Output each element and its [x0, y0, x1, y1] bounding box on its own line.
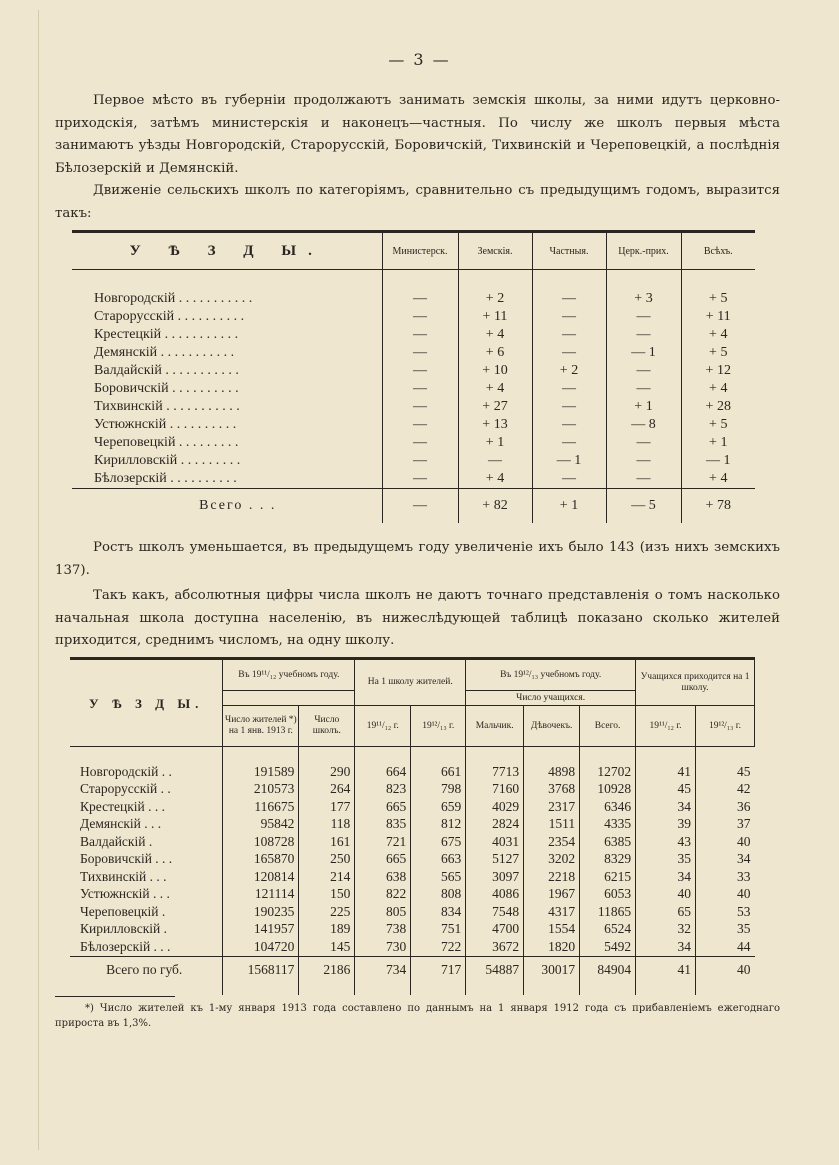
- cell: 2354: [524, 833, 580, 851]
- total-row: [70, 956, 755, 983]
- cell: + 6: [458, 344, 532, 362]
- total-cell: 1568117: [223, 956, 299, 983]
- table-row: [70, 921, 755, 939]
- cell: + 5: [681, 416, 755, 434]
- cell: 145: [299, 938, 355, 956]
- cell: 805: [355, 903, 411, 921]
- table-row: [72, 452, 755, 470]
- header-col-2: Земскія.: [458, 232, 532, 270]
- cell: 10928: [580, 781, 636, 799]
- cell: + 4: [681, 470, 755, 489]
- table-row: [72, 434, 755, 452]
- cell: 34: [696, 851, 755, 869]
- cell: 6385: [580, 833, 636, 851]
- row-name: Новгородскій . . . . . . . . . . .: [94, 291, 253, 306]
- cell: + 1: [458, 434, 532, 452]
- total-row: [72, 489, 755, 524]
- cell: —: [382, 344, 458, 362]
- cell: — 8: [606, 416, 681, 434]
- row-name: Устюжнскій . . . . . . . . . .: [94, 417, 237, 432]
- cell: 36: [696, 798, 755, 816]
- header-group-4: Учащихся приходится на 1 школу.: [636, 659, 755, 706]
- page-number: — 3 —: [388, 50, 451, 69]
- table-row: [70, 781, 755, 799]
- table-row: [70, 868, 755, 886]
- cell: 823: [355, 781, 411, 799]
- row-name: Демянскій . . .: [80, 816, 162, 832]
- table-row: [70, 886, 755, 904]
- table-row: [70, 816, 755, 834]
- header-boys: Мальчик.: [466, 706, 524, 747]
- cell: 40: [696, 886, 755, 904]
- cell: —: [382, 362, 458, 380]
- row-name: Череповецкій .: [80, 903, 166, 919]
- cell: 116675: [223, 798, 299, 816]
- cell: 210573: [223, 781, 299, 799]
- total-cell: 54887: [466, 956, 524, 983]
- cell: —: [606, 380, 681, 398]
- total-label: Всего по губ.: [70, 956, 223, 983]
- cell: 6053: [580, 886, 636, 904]
- total-cell: — 5: [606, 489, 681, 524]
- cell: 150: [299, 886, 355, 904]
- cell: 177: [299, 798, 355, 816]
- total-cell: + 1: [532, 489, 606, 524]
- cell: 6346: [580, 798, 636, 816]
- row-name: Череповецкій . . . . . . . . .: [94, 435, 239, 450]
- cell: 42: [696, 781, 755, 799]
- cell: —: [532, 308, 606, 326]
- cell: 5492: [580, 938, 636, 956]
- cell: —: [606, 434, 681, 452]
- cell: 2824: [466, 816, 524, 834]
- total-cell: + 78: [681, 489, 755, 524]
- total-cell: 84904: [580, 956, 636, 983]
- paragraph-4: Такъ какъ, абсолютныя цифры числа школъ не даютъ точнаго представленія о томъ насколько начальная школа доступна населенію, въ нижеслѣдующей таблицѣ показано сколько жителей приходится, среднимъ числомъ, на одну школу.: [55, 588, 780, 648]
- cell: + 13: [458, 416, 532, 434]
- table-row: [72, 344, 755, 362]
- cell: 39: [636, 816, 696, 834]
- cell: 4317: [524, 903, 580, 921]
- cell: 104720: [223, 938, 299, 956]
- cell: 34: [636, 868, 696, 886]
- cell: 661: [411, 763, 466, 781]
- cell: 2218: [524, 868, 580, 886]
- cell: —: [532, 434, 606, 452]
- cell: + 27: [458, 398, 532, 416]
- cell: —: [382, 290, 458, 308]
- cell: 4335: [580, 816, 636, 834]
- cell: 108728: [223, 833, 299, 851]
- cell: 214: [299, 868, 355, 886]
- header-per-school-1912: 19¹²/₁₃ г.: [411, 706, 466, 747]
- cell: —: [532, 416, 606, 434]
- cell: —: [606, 326, 681, 344]
- cell: —: [606, 452, 681, 470]
- cell: —: [606, 470, 681, 489]
- header-schools: Число школъ.: [299, 706, 355, 747]
- table-row: [72, 290, 755, 308]
- row-name: Тихвинскій . . .: [80, 868, 167, 884]
- cell: + 4: [681, 326, 755, 344]
- table-row: [72, 416, 755, 434]
- header-girls: Дѣвочекъ.: [524, 706, 580, 747]
- row-name: Устюжнскій . . .: [80, 886, 170, 902]
- cell: —: [532, 398, 606, 416]
- header-col-5: Всѣхъ.: [681, 232, 755, 270]
- cell: 3202: [524, 851, 580, 869]
- footnote-rule: [55, 996, 175, 997]
- cell: 37: [696, 816, 755, 834]
- table-row: [70, 763, 755, 781]
- row-name: Кирилловскій .: [80, 921, 167, 937]
- cell: 3768: [524, 781, 580, 799]
- header-col-1: Министерск.: [382, 232, 458, 270]
- total-cell: 717: [411, 956, 466, 983]
- row-name: Боровичскій . . . . . . . . . .: [94, 381, 239, 396]
- cell: 664: [355, 763, 411, 781]
- cell: + 4: [458, 470, 532, 489]
- school-movement-table: [72, 230, 755, 523]
- cell: 190235: [223, 903, 299, 921]
- cell: 12702: [580, 763, 636, 781]
- cell: 264: [299, 781, 355, 799]
- cell: 95842: [223, 816, 299, 834]
- cell: + 2: [458, 290, 532, 308]
- row-name: Боровичскій . . .: [80, 851, 173, 867]
- cell: —: [606, 308, 681, 326]
- row-name: Крестецкій . . . . . . . . . . .: [94, 327, 239, 342]
- cell: 32: [636, 921, 696, 939]
- cell: + 1: [681, 434, 755, 452]
- cell: + 4: [458, 326, 532, 344]
- cell: 34: [636, 938, 696, 956]
- cell: 722: [411, 938, 466, 956]
- header-group-1: Въ 19¹¹/₁₂ учебномъ году.: [223, 659, 355, 691]
- table-row: [70, 798, 755, 816]
- cell: 834: [411, 903, 466, 921]
- total-cell: 30017: [524, 956, 580, 983]
- cell: —: [532, 290, 606, 308]
- cell: 663: [411, 851, 466, 869]
- cell: 665: [355, 798, 411, 816]
- header-group-2: На 1 школу жителей.: [355, 659, 466, 706]
- inhabitants-per-school-table: [70, 657, 755, 995]
- cell: —: [382, 416, 458, 434]
- row-name: Бѣлозерскій . . . . . . . . . .: [94, 471, 237, 486]
- cell: 191589: [223, 763, 299, 781]
- cell: 45: [636, 781, 696, 799]
- cell: 53: [696, 903, 755, 921]
- cell: 6524: [580, 921, 636, 939]
- table-row: [72, 326, 755, 344]
- cell: 141957: [223, 921, 299, 939]
- cell: 4086: [466, 886, 524, 904]
- cell: 161: [299, 833, 355, 851]
- cell: —: [382, 398, 458, 416]
- cell: 659: [411, 798, 466, 816]
- page-edge-shadow: [38, 10, 39, 1150]
- cell: 33: [696, 868, 755, 886]
- cell: 7713: [466, 763, 524, 781]
- header-group-3-sub: Число учащихся.: [466, 691, 636, 706]
- paragraph-3: Ростъ школъ уменьшается, въ предыдущемъ году увеличеніе ихъ было 143 (изъ нихъ земскихъ 137).: [55, 540, 780, 578]
- table-row: [70, 833, 755, 851]
- cell: —: [532, 344, 606, 362]
- cell: 40: [696, 833, 755, 851]
- cell: + 28: [681, 398, 755, 416]
- cell: 3672: [466, 938, 524, 956]
- cell: + 4: [681, 380, 755, 398]
- row-name: Старорусскій . .: [80, 781, 171, 797]
- cell: 8329: [580, 851, 636, 869]
- table-row: [72, 380, 755, 398]
- cell: 250: [299, 851, 355, 869]
- row-name: Валдайскій .: [80, 833, 153, 849]
- cell: —: [458, 452, 532, 470]
- cell: 118: [299, 816, 355, 834]
- cell: 1967: [524, 886, 580, 904]
- header-population: Число жителей *) на 1 янв. 1913 г.: [223, 706, 299, 747]
- cell: 7160: [466, 781, 524, 799]
- cell: + 5: [681, 344, 755, 362]
- cell: + 11: [458, 308, 532, 326]
- total-cell: 41: [636, 956, 696, 983]
- cell: 835: [355, 816, 411, 834]
- cell: 34: [636, 798, 696, 816]
- cell: + 4: [458, 380, 532, 398]
- table-row: [70, 851, 755, 869]
- cell: 41: [636, 763, 696, 781]
- cell: 165870: [223, 851, 299, 869]
- cell: 65: [636, 903, 696, 921]
- cell: —: [532, 326, 606, 344]
- total-label: Всего . . .: [72, 489, 382, 524]
- cell: 40: [636, 886, 696, 904]
- total-cell: —: [382, 489, 458, 524]
- cell: 738: [355, 921, 411, 939]
- header-col-3: Частныя.: [532, 232, 606, 270]
- row-name: Тихвинскій . . . . . . . . . . .: [94, 399, 240, 414]
- header-pupils-1911: 19¹¹/₁₂ г.: [636, 706, 696, 747]
- cell: 7548: [466, 903, 524, 921]
- table-row: [72, 398, 755, 416]
- cell: 35: [696, 921, 755, 939]
- cell: 822: [355, 886, 411, 904]
- table-row: [72, 362, 755, 380]
- cell: 1554: [524, 921, 580, 939]
- cell: 1820: [524, 938, 580, 956]
- cell: 44: [696, 938, 755, 956]
- cell: 2317: [524, 798, 580, 816]
- header-group-3: Въ 19¹²/₁₃ учебномъ году.: [466, 659, 636, 691]
- cell: 6215: [580, 868, 636, 886]
- cell: 812: [411, 816, 466, 834]
- cell: 675: [411, 833, 466, 851]
- cell: + 5: [681, 290, 755, 308]
- header-col-4: Церк.-прих.: [606, 232, 681, 270]
- cell: + 12: [681, 362, 755, 380]
- cell: 665: [355, 851, 411, 869]
- cell: 11865: [580, 903, 636, 921]
- cell: —: [382, 380, 458, 398]
- total-cell: 2186: [299, 956, 355, 983]
- cell: 5127: [466, 851, 524, 869]
- cell: —: [382, 434, 458, 452]
- cell: 565: [411, 868, 466, 886]
- cell: + 1: [606, 398, 681, 416]
- cell: + 2: [532, 362, 606, 380]
- cell: 3097: [466, 868, 524, 886]
- row-name: Старорусскій . . . . . . . . . .: [94, 309, 245, 324]
- row-name: Кирилловскій . . . . . . . . .: [94, 453, 241, 468]
- table-row: [72, 470, 755, 489]
- cell: —: [382, 452, 458, 470]
- header-per-school-1911: 19¹¹/₁₂ г.: [355, 706, 411, 747]
- cell: — 1: [681, 452, 755, 470]
- table-row: [72, 308, 755, 326]
- cell: 189: [299, 921, 355, 939]
- cell: —: [382, 308, 458, 326]
- cell: — 1: [606, 344, 681, 362]
- cell: 225: [299, 903, 355, 921]
- header-uezdy: У Ѣ З Д Ы.: [72, 232, 382, 270]
- cell: + 10: [458, 362, 532, 380]
- paragraph-2: Движеніе сельскихъ школъ по категоріямъ, сравнительно съ предыдущимъ годомъ, выразится такъ:: [55, 183, 780, 221]
- cell: + 11: [681, 308, 755, 326]
- cell: 4700: [466, 921, 524, 939]
- cell: 4031: [466, 833, 524, 851]
- cell: —: [382, 470, 458, 489]
- cell: 721: [355, 833, 411, 851]
- cell: 35: [636, 851, 696, 869]
- cell: 120814: [223, 868, 299, 886]
- cell: 45: [696, 763, 755, 781]
- row-name: Валдайскій . . . . . . . . . . .: [94, 363, 239, 378]
- cell: —: [532, 380, 606, 398]
- total-cell: 734: [355, 956, 411, 983]
- cell: 751: [411, 921, 466, 939]
- table-row: [70, 903, 755, 921]
- paragraph-1: Первое мѣсто въ губерніи продолжаютъ занимать земскія школы, за ними идутъ церковно-приходскія, затѣмъ министерскія и наконецъ—частныя. По числу же школъ первыя мѣста занимаютъ уѣзды Новгородскій, Старорусскій, Боровичскій, Тихвинскій и Череповецкій, а послѣднія Бѣлозерскій и Демянскій.: [55, 93, 780, 176]
- cell: 4029: [466, 798, 524, 816]
- row-name: Демянскій . . . . . . . . . . .: [94, 345, 235, 360]
- cell: 1511: [524, 816, 580, 834]
- cell: 43: [636, 833, 696, 851]
- cell: — 1: [532, 452, 606, 470]
- header-uezdy: У Ѣ З Д Ы.: [70, 659, 223, 747]
- cell: —: [382, 326, 458, 344]
- cell: 808: [411, 886, 466, 904]
- header-total-pupils: Всего.: [580, 706, 636, 747]
- cell: —: [606, 362, 681, 380]
- row-name: Бѣлозерскій . . .: [80, 938, 171, 954]
- cell: + 3: [606, 290, 681, 308]
- row-name: Крестецкій . . .: [80, 798, 165, 814]
- cell: 290: [299, 763, 355, 781]
- cell: —: [532, 470, 606, 489]
- table-row: [70, 938, 755, 956]
- cell: 4898: [524, 763, 580, 781]
- cell: 798: [411, 781, 466, 799]
- cell: 638: [355, 868, 411, 886]
- header-pupils-1912: 19¹²/₁₃ г.: [696, 706, 755, 747]
- row-name: Новгородскій . .: [80, 763, 172, 779]
- total-cell: 40: [696, 956, 755, 983]
- cell: 730: [355, 938, 411, 956]
- cell: 121114: [223, 886, 299, 904]
- footnote: *) Число жителей къ 1-му января 1913 года составлено по даннымъ на 1 января 1912 года съ прибавленіемъ ежегоднаго прироста въ 1,3%.: [55, 1003, 780, 1029]
- total-cell: + 82: [458, 489, 532, 524]
